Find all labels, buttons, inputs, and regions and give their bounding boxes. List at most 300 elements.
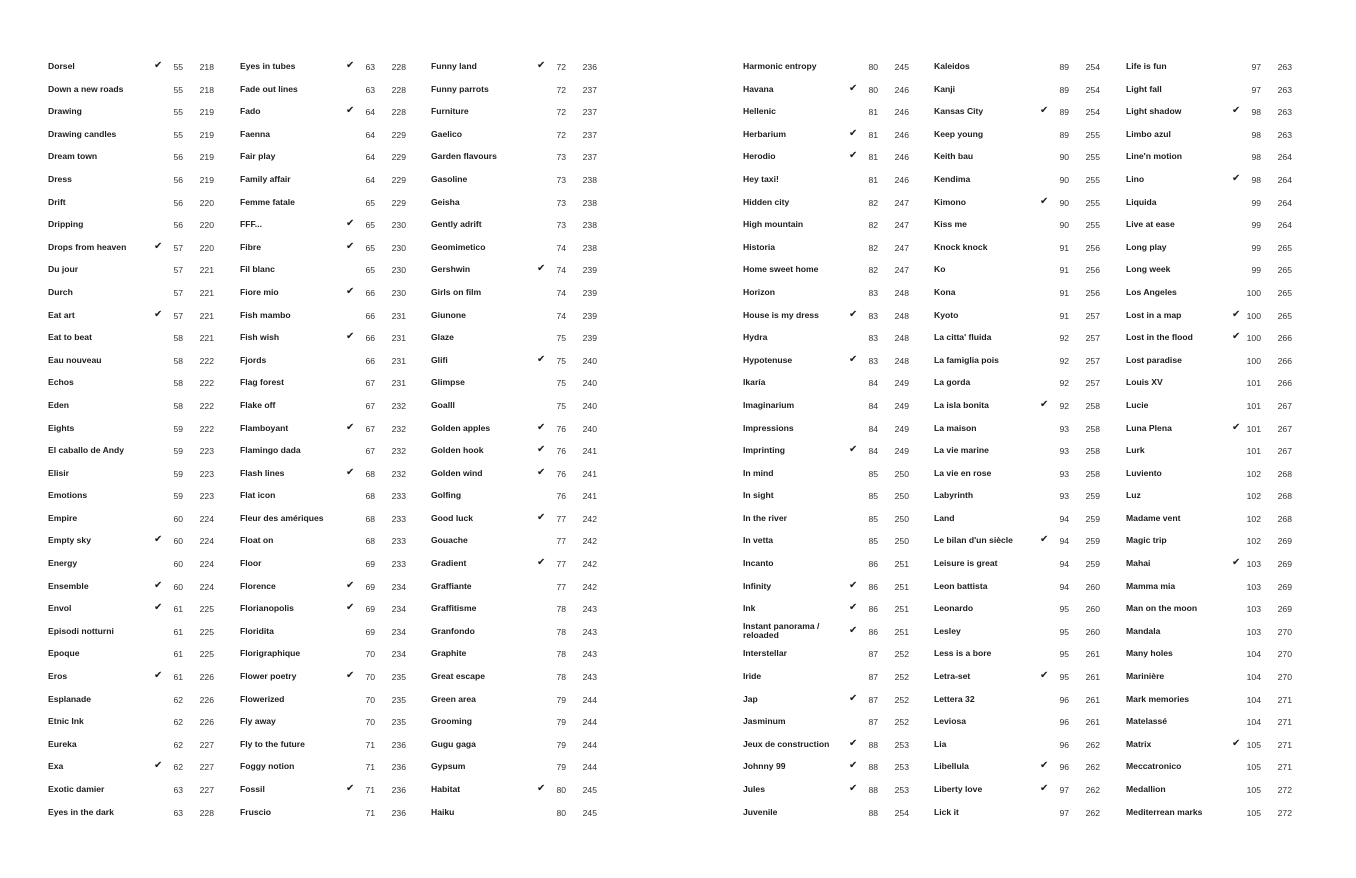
index-entry	[431, 214, 611, 237]
entry-number-a: 55	[173, 129, 183, 140]
index-entry	[1126, 463, 1306, 486]
entry-number-a: 85	[868, 513, 878, 524]
entry-name: Jeux de construction	[743, 738, 830, 749]
entry-number-b: 244	[582, 694, 597, 705]
entry-number-b: 238	[582, 197, 597, 208]
index-entry	[743, 508, 923, 531]
index-entry	[240, 259, 420, 282]
checkmark-icon: ✔	[1232, 308, 1241, 320]
entry-number-a: 78	[556, 604, 566, 615]
entry-name: Emotions	[48, 490, 88, 501]
entry-number-b: 258	[1085, 468, 1100, 479]
entry-number-b: 224	[199, 513, 214, 524]
entry-number-b: 267	[1277, 446, 1292, 457]
entry-number-a: 57	[173, 242, 183, 253]
entry-number-a: 69	[365, 581, 375, 592]
index-entry	[1126, 530, 1306, 553]
index-entry	[1126, 802, 1306, 825]
entry-name: Gypsum	[431, 761, 466, 772]
index-entry	[743, 666, 923, 689]
entry-number-b: 250	[894, 513, 909, 524]
entry-number-a: 73	[556, 174, 566, 185]
entry-name: In the river	[743, 512, 787, 523]
index-entry	[934, 101, 1114, 124]
entry-name: Leviosa	[934, 716, 967, 727]
entry-number-a: 72	[556, 129, 566, 140]
checkmark-icon: ✔	[1040, 670, 1049, 682]
entry-name: Lia	[934, 738, 947, 749]
entry-name: Keep young	[934, 128, 984, 139]
entry-number-b: 268	[1277, 491, 1292, 502]
entry-number-b: 264	[1277, 174, 1292, 185]
entry-name: Mediterrean marks	[1126, 806, 1203, 817]
index-entry	[431, 282, 611, 305]
entry-name: Land	[934, 512, 955, 523]
index-entry	[1126, 146, 1306, 169]
entry-number-a: 57	[173, 287, 183, 298]
entry-name: High mountain	[743, 219, 804, 230]
entry-name: Eyes in tubes	[240, 61, 296, 71]
checkmark-icon: ✔	[537, 557, 546, 569]
entry-name: Fjords	[240, 354, 267, 365]
entry-name: La citta' fluida	[934, 332, 992, 343]
entry-number-a: 96	[1059, 694, 1069, 705]
checkmark-icon: ✔	[849, 308, 858, 320]
index-entry	[48, 463, 228, 486]
index-entry	[1126, 56, 1306, 79]
entry-name: Fiore mio	[240, 286, 279, 297]
entry-number-b: 238	[582, 242, 597, 253]
entry-name: FFF...	[240, 219, 262, 230]
entry-number-a: 66	[365, 310, 375, 321]
index-entry	[240, 305, 420, 328]
entry-name: Flat icon	[240, 490, 276, 501]
checkmark-icon: ✔	[537, 783, 546, 794]
index-column	[48, 56, 228, 824]
entry-name: Lost paradise	[1126, 354, 1182, 365]
entry-name: Florianopolis	[240, 603, 294, 614]
entry-number-b: 261	[1085, 694, 1100, 705]
entry-number-a: 101	[1246, 446, 1261, 457]
entry-number-a: 103	[1246, 559, 1261, 570]
entry-name: Exa	[48, 761, 64, 772]
entry-number-a: 75	[556, 378, 566, 389]
entry-number-a: 62	[173, 694, 183, 705]
index-column	[1126, 56, 1306, 824]
entry-number-b: 249	[894, 423, 909, 434]
entry-number-b: 219	[199, 152, 214, 163]
entry-name: Floor	[240, 558, 262, 569]
entry-name: Exotic damier	[48, 784, 105, 794]
entry-number-b: 236	[582, 62, 597, 72]
entry-name: Good luck	[431, 512, 474, 523]
entry-number-a: 70	[365, 694, 375, 705]
entry-number-a: 67	[365, 423, 375, 434]
entry-number-b: 234	[391, 604, 406, 615]
entry-number-b: 248	[894, 333, 909, 344]
entry-name: Fleur des amériques	[240, 512, 324, 523]
index-entry	[934, 689, 1114, 712]
entry-number-b: 260	[1085, 626, 1100, 637]
entry-name: Letra-set	[934, 671, 971, 682]
index-entry	[48, 124, 228, 147]
entry-number-b: 241	[582, 446, 597, 457]
entry-number-a: 88	[868, 807, 878, 818]
entry-number-b: 232	[391, 423, 406, 434]
entry-name: Herodio	[743, 151, 776, 162]
index-entry	[48, 643, 228, 666]
entry-number-a: 64	[365, 152, 375, 163]
checkmark-icon: ✔	[1040, 105, 1049, 117]
index-entry	[743, 553, 923, 576]
entry-name: Furniture	[431, 106, 469, 117]
entry-number-a: 86	[868, 626, 878, 637]
index-entry	[934, 237, 1114, 260]
entry-name: Hydra	[743, 332, 768, 343]
index-entry	[431, 576, 611, 599]
index-entry	[934, 711, 1114, 734]
entry-number-a: 68	[365, 536, 375, 547]
entry-name: Envol	[48, 603, 72, 614]
checkmark-icon: ✔	[154, 760, 163, 772]
entry-number-b: 256	[1085, 242, 1100, 253]
entry-name: Eights	[48, 422, 75, 433]
entry-name: Graphite	[431, 648, 467, 659]
entry-number-b: 236	[391, 807, 406, 818]
index-entry	[743, 192, 923, 215]
entry-number-a: 89	[1059, 129, 1069, 140]
index-entry	[240, 237, 420, 260]
index-entry	[431, 802, 611, 825]
index-entry	[48, 689, 228, 712]
entry-number-a: 56	[173, 174, 183, 185]
entry-name: Eat art	[48, 309, 75, 320]
entry-number-b: 226	[199, 672, 214, 683]
entry-number-a: 55	[173, 84, 183, 95]
entry-number-a: 76	[556, 468, 566, 479]
index-entry	[743, 463, 923, 486]
entry-number-a: 63	[173, 785, 183, 795]
entry-number-a: 81	[868, 107, 878, 118]
entry-number-a: 60	[173, 513, 183, 524]
entry-number-a: 66	[365, 287, 375, 298]
entry-name: Faenna	[240, 128, 271, 139]
index-entry	[934, 350, 1114, 373]
entry-name: Madame vent	[1126, 512, 1181, 523]
entry-number-a: 91	[1059, 265, 1069, 276]
entry-number-a: 59	[173, 423, 183, 434]
entry-number-a: 78	[556, 672, 566, 683]
entry-number-a: 81	[868, 129, 878, 140]
entry-number-a: 105	[1246, 762, 1261, 773]
entry-number-b: 240	[582, 378, 597, 389]
index-entry	[48, 259, 228, 282]
index-entry	[743, 282, 923, 305]
index-entry	[48, 79, 228, 102]
index-entry	[1126, 734, 1306, 757]
checkmark-icon: ✔	[1232, 421, 1241, 433]
entry-number-a: 96	[1059, 762, 1069, 773]
entry-number-b: 244	[582, 717, 597, 728]
entry-number-a: 76	[556, 446, 566, 457]
index-entry	[240, 756, 420, 779]
entry-number-b: 269	[1277, 559, 1292, 570]
index-entry	[48, 508, 228, 531]
entry-name: Flag forest	[240, 377, 284, 388]
entry-name: Gently adrift	[431, 219, 482, 230]
entry-number-a: 99	[1251, 197, 1261, 208]
index-entry	[431, 237, 611, 260]
checkmark-icon: ✔	[346, 60, 355, 71]
entry-name: Flower poetry	[240, 671, 297, 682]
entry-number-a: 100	[1246, 287, 1261, 298]
entry-number-b: 271	[1277, 694, 1292, 705]
entry-number-b: 237	[582, 84, 597, 95]
entry-number-a: 80	[556, 807, 566, 818]
entry-number-a: 65	[365, 242, 375, 253]
entry-name: Drawing candles	[48, 128, 117, 139]
index-entry	[934, 643, 1114, 666]
checkmark-icon: ✔	[1040, 195, 1049, 207]
index-entry	[431, 418, 611, 441]
entry-number-a: 63	[173, 807, 183, 818]
entry-number-a: 74	[556, 265, 566, 276]
index-entry	[934, 734, 1114, 757]
index-entry	[431, 756, 611, 779]
entry-number-a: 68	[365, 491, 375, 502]
checkmark-icon: ✔	[154, 308, 163, 320]
entry-number-b: 253	[894, 762, 909, 773]
entry-number-b: 239	[582, 310, 597, 321]
entry-name: In mind	[743, 467, 774, 478]
entry-name: Fish wish	[240, 332, 280, 343]
entry-number-b: 219	[199, 174, 214, 185]
entry-name: Light fall	[1126, 83, 1162, 94]
index-entry	[48, 327, 228, 350]
index-entry	[743, 372, 923, 395]
entry-name: Iride	[743, 671, 762, 682]
entry-name: Man on the moon	[1126, 603, 1198, 614]
entry-number-a: 87	[868, 649, 878, 660]
index-entry	[934, 463, 1114, 486]
index-entry	[934, 169, 1114, 192]
index-entry	[743, 576, 923, 599]
entry-number-a: 69	[365, 604, 375, 615]
index-entry	[743, 169, 923, 192]
entry-number-a: 81	[868, 174, 878, 185]
entry-number-b: 252	[894, 672, 909, 683]
entry-name: Liberty love	[934, 784, 983, 794]
entry-number-b: 262	[1085, 785, 1100, 795]
entry-name: Fossil	[240, 784, 265, 794]
entry-name: Haiku	[431, 806, 455, 817]
entry-number-b: 227	[199, 762, 214, 773]
entry-number-b: 258	[1085, 446, 1100, 457]
entry-number-b: 246	[894, 107, 909, 118]
entry-name: Matrix	[1126, 738, 1152, 749]
entry-number-b: 222	[199, 400, 214, 411]
entry-number-a: 92	[1059, 400, 1069, 411]
entry-name: Habitat	[431, 784, 461, 794]
entry-number-a: 64	[365, 129, 375, 140]
entry-number-a: 61	[173, 626, 183, 637]
entry-name: Flamboyant	[240, 422, 289, 433]
entry-number-a: 103	[1246, 604, 1261, 615]
entry-number-a: 102	[1246, 513, 1261, 524]
entry-name: Empire	[48, 512, 78, 523]
entry-number-b: 231	[391, 378, 406, 389]
entry-number-a: 75	[556, 333, 566, 344]
checkmark-icon: ✔	[154, 240, 163, 252]
entry-number-b: 224	[199, 536, 214, 547]
entry-name: Hey taxi!	[743, 173, 779, 184]
entry-name: Gouache	[431, 535, 468, 546]
entry-name: Grooming	[431, 716, 473, 727]
index-entry	[48, 802, 228, 825]
entry-name: Lettera 32	[934, 693, 975, 704]
entry-name: Matelassé	[1126, 716, 1168, 727]
entry-number-a: 71	[365, 762, 375, 773]
index-column	[743, 56, 923, 824]
entry-number-a: 99	[1251, 220, 1261, 231]
entry-number-a: 83	[868, 333, 878, 344]
index-entry	[743, 259, 923, 282]
index-entry	[743, 418, 923, 441]
entry-number-b: 256	[1085, 287, 1100, 298]
entry-name: Ikaría	[743, 377, 766, 388]
index-entry	[743, 689, 923, 712]
entry-name: Lesley	[934, 625, 961, 636]
entry-number-b: 225	[199, 649, 214, 660]
entry-name: Mamma mia	[1126, 580, 1176, 591]
entry-number-a: 89	[1059, 84, 1069, 95]
entry-number-a: 98	[1251, 107, 1261, 118]
entry-number-a: 60	[173, 536, 183, 547]
entry-number-a: 71	[365, 807, 375, 818]
entry-number-b: 257	[1085, 378, 1100, 389]
entry-number-a: 79	[556, 762, 566, 773]
entry-number-b: 257	[1085, 333, 1100, 344]
index-entry	[1126, 327, 1306, 350]
entry-number-b: 250	[894, 536, 909, 547]
entry-name: Fil blanc	[240, 264, 275, 275]
index-entry	[743, 146, 923, 169]
entry-name: Keith bau	[934, 151, 974, 162]
index-entry	[431, 779, 611, 802]
entry-number-a: 72	[556, 107, 566, 118]
entry-name: Gaelico	[431, 128, 463, 139]
entry-name: Long week	[1126, 264, 1171, 275]
index-entry	[934, 146, 1114, 169]
entry-number-a: 65	[365, 220, 375, 231]
checkmark-icon: ✔	[849, 783, 858, 794]
entry-number-a: 101	[1246, 400, 1261, 411]
entry-number-a: 82	[868, 220, 878, 231]
entry-name: Leisure is great	[934, 558, 998, 569]
entry-number-b: 241	[582, 468, 597, 479]
checkmark-icon: ✔	[154, 602, 163, 614]
entry-name: Fish mambo	[240, 309, 291, 320]
index-column	[934, 56, 1114, 824]
entry-number-a: 93	[1059, 446, 1069, 457]
index-entry	[431, 146, 611, 169]
entry-number-a: 102	[1246, 491, 1261, 502]
entry-name: Femme fatale	[240, 196, 295, 207]
index-entry	[1126, 192, 1306, 215]
entry-number-b: 245	[582, 785, 597, 795]
entry-number-b: 245	[894, 62, 909, 72]
index-entry	[431, 327, 611, 350]
entry-number-b: 265	[1277, 242, 1292, 253]
entry-number-a: 59	[173, 446, 183, 457]
entry-number-a: 77	[556, 581, 566, 592]
entry-number-a: 73	[556, 220, 566, 231]
entry-name: Luz	[1126, 490, 1141, 501]
entry-name: Jap	[743, 693, 758, 704]
checkmark-icon: ✔	[1040, 398, 1049, 410]
entry-number-b: 254	[1085, 62, 1100, 72]
entry-number-a: 78	[556, 626, 566, 637]
entry-number-a: 88	[868, 785, 878, 795]
entry-number-b: 271	[1277, 717, 1292, 728]
entry-name: La vie marine	[934, 445, 989, 456]
index-entry	[240, 485, 420, 508]
entry-number-b: 223	[199, 491, 214, 502]
index-entry	[934, 779, 1114, 802]
entry-name: Limbo azul	[1126, 128, 1171, 139]
index-entry	[48, 530, 228, 553]
entry-name: Kona	[934, 286, 956, 297]
entry-number-b: 270	[1277, 672, 1292, 683]
entry-name: Fly to the future	[240, 738, 305, 749]
entry-number-a: 95	[1059, 604, 1069, 615]
entry-number-a: 102	[1246, 536, 1261, 547]
checkmark-icon: ✔	[849, 82, 858, 94]
index-entry	[48, 756, 228, 779]
entry-number-b: 265	[1277, 310, 1292, 321]
index-entry	[48, 282, 228, 305]
entry-name: Flamingo dada	[240, 445, 301, 456]
entry-number-a: 80	[868, 62, 878, 72]
entry-name: Geomimetico	[431, 241, 486, 252]
entry-name: Juvenile	[743, 806, 778, 817]
index-entry	[743, 327, 923, 350]
entry-name: Historia	[743, 241, 775, 252]
checkmark-icon: ✔	[1232, 105, 1241, 117]
index-entry	[743, 485, 923, 508]
entry-number-b: 233	[391, 513, 406, 524]
index-entry	[1126, 553, 1306, 576]
index-entry	[48, 372, 228, 395]
entry-number-b: 222	[199, 378, 214, 389]
entry-number-b: 232	[391, 400, 406, 411]
entry-number-a: 89	[1059, 107, 1069, 118]
index-entry	[240, 418, 420, 441]
entry-name: La maison	[934, 422, 977, 433]
index-entry	[48, 101, 228, 124]
index-entry	[1126, 666, 1306, 689]
entry-number-a: 97	[1059, 785, 1069, 795]
entry-number-b: 226	[199, 694, 214, 705]
entry-number-b: 218	[199, 62, 214, 72]
entry-number-b: 267	[1277, 423, 1292, 434]
entry-number-b: 265	[1277, 287, 1292, 298]
entry-name: Ko	[934, 264, 946, 275]
index-entry	[1126, 237, 1306, 260]
checkmark-icon: ✔	[849, 692, 858, 704]
entry-number-b: 262	[1085, 739, 1100, 750]
checkmark-icon: ✔	[1232, 331, 1241, 343]
